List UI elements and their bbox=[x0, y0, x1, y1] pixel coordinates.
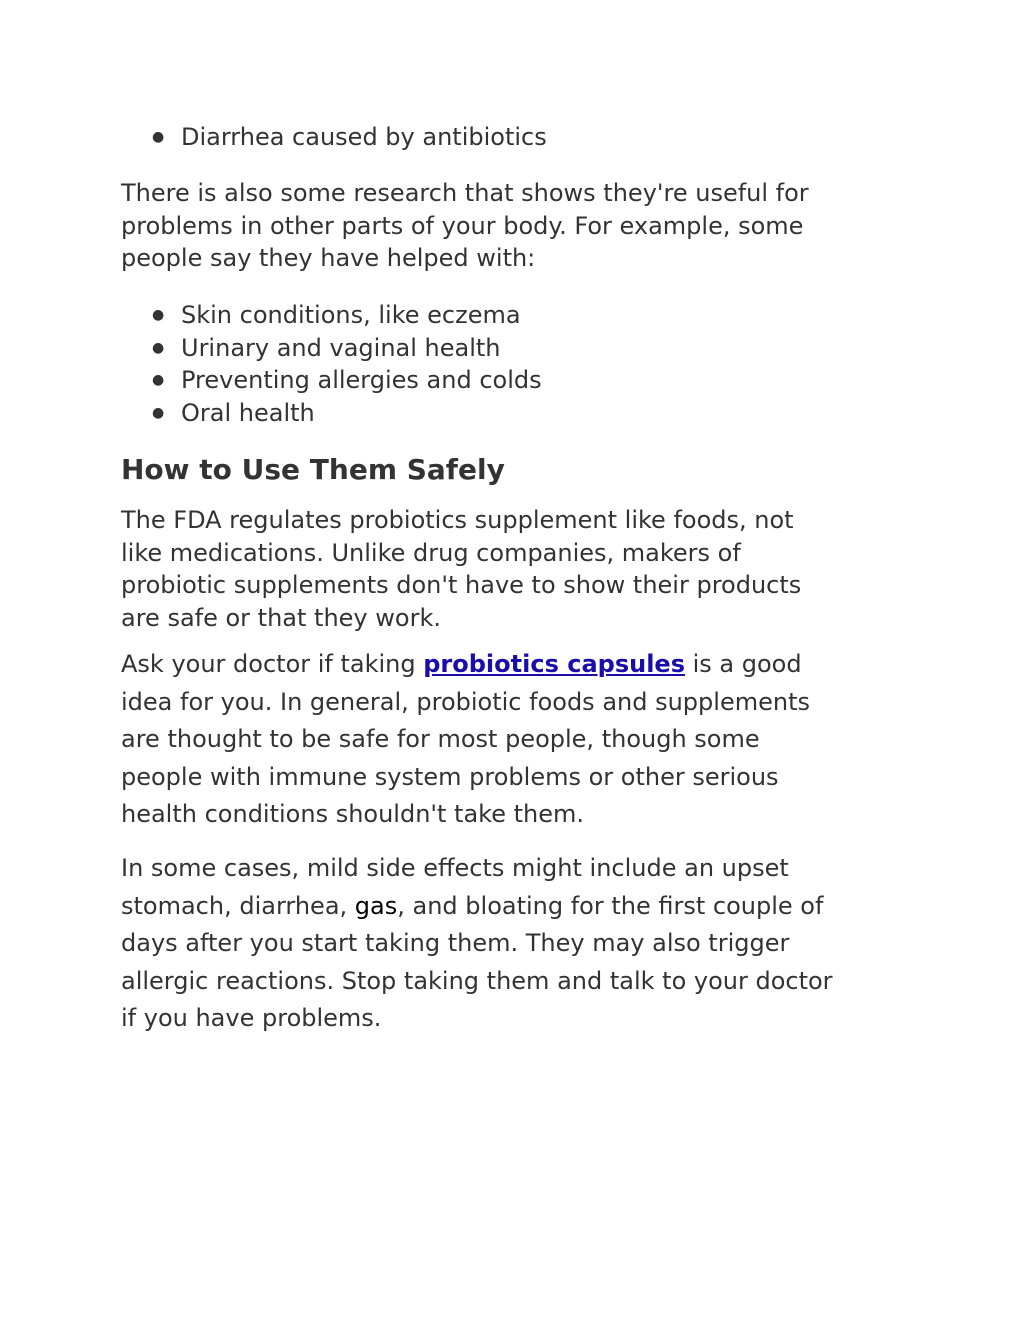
list-item-label: Preventing allergies and colds bbox=[181, 366, 542, 394]
paragraph-line: probiotic supplements don't have to show their products bbox=[121, 571, 802, 599]
list-item bbox=[121, 299, 542, 332]
research-paragraph bbox=[121, 177, 809, 275]
paragraph-line: idea for you. In general, probiotic foods and supplements bbox=[121, 687, 810, 716]
paragraph-line: In some cases, mild side effects might include an upset bbox=[121, 854, 789, 882]
list-item bbox=[121, 364, 542, 397]
fda-paragraph bbox=[121, 504, 801, 634]
doctor-paragraph bbox=[121, 646, 810, 834]
section-heading: How to Use Them Safely bbox=[121, 453, 505, 486]
paragraph-line: allergic reactions. Stop taking them and talk to your doctor bbox=[121, 966, 833, 995]
bullet-icon: ● bbox=[152, 307, 165, 323]
paragraph-line: are thought to be safe for most people, though some bbox=[121, 725, 760, 753]
bullet-icon: ● bbox=[152, 129, 165, 145]
paragraph-line: like medications. Unlike drug companies, makers of bbox=[121, 538, 741, 567]
text-span: , and bloating for the first couple of bbox=[397, 891, 824, 920]
probiotics-capsules-link[interactable]: probiotics capsules bbox=[423, 650, 685, 678]
paragraph-line: problems in other parts of your body. For example, some bbox=[121, 211, 804, 240]
list-item bbox=[121, 332, 542, 365]
bullet-icon: ● bbox=[152, 339, 165, 356]
paragraph-line: The FDA regulates probiotics supplement like foods, not bbox=[121, 506, 794, 534]
side-effects-paragraph bbox=[121, 850, 833, 1038]
list-item-label: Diarrhea caused by antibiotics bbox=[181, 123, 547, 151]
benefits-list bbox=[121, 299, 542, 429]
bullet-icon: ● bbox=[152, 372, 165, 388]
text-span: is a good bbox=[684, 650, 802, 678]
symptom-list bbox=[121, 121, 547, 154]
paragraph-line: people with immune system problems or other serious bbox=[121, 762, 779, 791]
list-item bbox=[121, 397, 542, 430]
paragraph-line bbox=[121, 646, 810, 684]
paragraph-line bbox=[121, 888, 833, 926]
gas-term: gas bbox=[354, 891, 398, 920]
list-item-label: Urinary and vaginal health bbox=[181, 333, 501, 362]
paragraph-line: if you have problems. bbox=[121, 1004, 382, 1032]
text-span: Ask your doctor if taking bbox=[121, 650, 424, 678]
paragraph-line: There is also some research that shows they're useful for bbox=[121, 179, 809, 207]
bullet-icon: ● bbox=[152, 404, 165, 421]
text-span: stomach, diarrhea, bbox=[121, 891, 355, 920]
list-item-label: Skin conditions, like eczema bbox=[181, 301, 521, 329]
paragraph-line: health conditions shouldn't take them. bbox=[121, 800, 585, 828]
paragraph-line: are safe or that they work. bbox=[121, 603, 441, 632]
list-item-label: Oral health bbox=[181, 398, 315, 427]
paragraph-line: days after you start taking them. They may also trigger bbox=[121, 929, 790, 957]
list-item bbox=[121, 121, 547, 154]
paragraph-line: people say they have helped with: bbox=[121, 244, 536, 272]
